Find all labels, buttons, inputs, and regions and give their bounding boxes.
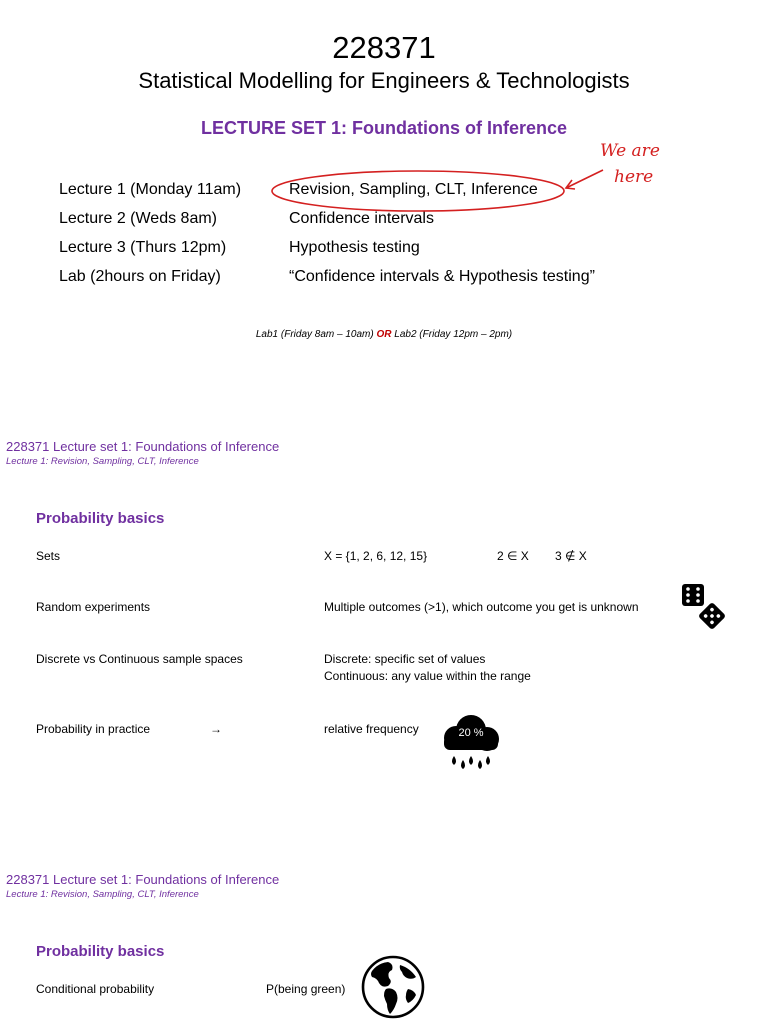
continuous-value: Continuous: any value within the range — [324, 669, 531, 683]
lab-note-second: Lab2 (Friday 12pm – 2pm) — [394, 329, 513, 340]
schedule-topic-3: Hypothesis testing — [289, 239, 420, 256]
sets-value: X = {1, 2, 6, 12, 15} — [324, 549, 428, 563]
slide2-section-title: Probability basics — [36, 510, 165, 527]
practice-label: Probability in practice — [36, 722, 151, 736]
conditional-label: Conditional probability — [36, 982, 155, 996]
rain-cloud-icon — [440, 714, 502, 772]
schedule-topic-1: Revision, Sampling, CLT, Inference — [289, 181, 538, 198]
rain-percent-label: 20 % — [458, 727, 484, 739]
we-are-here-annotation — [0, 0, 768, 400]
right-arrow-icon: → — [210, 722, 222, 736]
random-label: Random experiments — [36, 600, 151, 614]
course-code: 228371 — [332, 30, 436, 65]
schedule-when-3: Lecture 3 (Thurs 12pm) — [59, 239, 227, 256]
sets-label: Sets — [36, 549, 61, 563]
lecture-set-title: LECTURE SET 1: Foundations of Inference — [200, 118, 568, 138]
slide3-section-title: Probability basics — [36, 943, 165, 960]
lab-times-note — [0, 329, 768, 340]
course-title: Statistical Modelling for Engineers & Technologists — [138, 68, 630, 93]
random-value: Multiple outcomes (>1), which outcome you get is unknown — [324, 600, 639, 614]
discrete-value: Discrete: specific set of values — [324, 652, 486, 666]
schedule-when-2: Lecture 2 (Weds 8am) — [59, 210, 217, 227]
dice-icon — [682, 584, 728, 630]
sets-nonmember: 3 ∉ X — [555, 549, 587, 563]
practice-value: relative frequency — [324, 722, 419, 736]
annotation-text-line2: here — [614, 167, 654, 187]
slide3-header: 228371 Lecture set 1: Foundations of Inference — [6, 872, 280, 887]
lab-note-or: OR — [376, 329, 392, 340]
annotation-text-line1: We are — [600, 141, 660, 161]
schedule-when-4: Lab (2hours on Friday) — [59, 268, 221, 285]
slide2-header: 228371 Lecture set 1: Foundations of Inference — [6, 439, 280, 454]
highlight-ellipse — [272, 171, 564, 211]
discrete-label: Discrete vs Continuous sample spaces — [36, 652, 243, 666]
schedule-when-1: Lecture 1 (Monday 11am) — [59, 181, 242, 198]
slide3-subheader: Lecture 1: Revision, Sampling, CLT, Inference — [6, 889, 199, 900]
lab-note-first: Lab1 (Friday 8am – 10am) — [255, 329, 374, 340]
sets-member: 2 ∈ X — [497, 549, 529, 563]
conditional-value: P(being green) — [266, 982, 346, 996]
schedule-topic-2: Confidence intervals — [289, 210, 434, 227]
globe-icon — [360, 955, 426, 1021]
schedule-topic-4: “Confidence intervals & Hypothesis testing” — [289, 268, 595, 285]
annotation-arrow — [566, 170, 603, 188]
slide2-subheader: Lecture 1: Revision, Sampling, CLT, Inference — [6, 456, 199, 467]
